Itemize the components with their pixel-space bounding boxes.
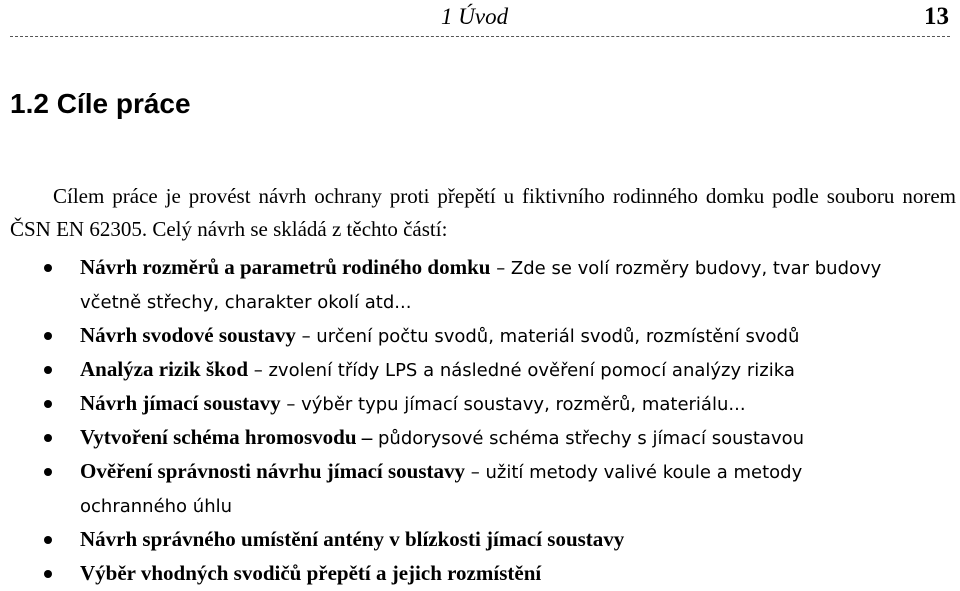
item-description: – určení počtu svodů, materiál svodů, rozmístění svodů	[295, 326, 800, 347]
item-title: Výběr vhodných svodičů přepětí a jejich rozmístění	[80, 561, 542, 585]
item-description: – výběr typu jímací soustavy, rozměrů, materiálu...	[280, 394, 746, 415]
list-item	[0, 353, 960, 387]
item-title: Ověření správnosti návrhu jímací soustavy	[80, 459, 466, 483]
item-description: – Zde se volí rozměry budovy, tvar budovy včetně střechy, charakter okolí atd...	[80, 258, 882, 313]
item-title: Vytvoření schéma hromosvodu –	[80, 425, 373, 449]
bullet-icon	[44, 400, 52, 408]
bullet-icon	[44, 332, 52, 340]
bullet-icon	[44, 264, 52, 272]
page-header	[0, 0, 960, 38]
item-title: Analýza rizik škod	[80, 357, 249, 381]
item-description: – užití metody valivé koule a metody ochranného úhlu	[80, 462, 803, 517]
item-title: Návrh jímací soustavy	[80, 391, 281, 415]
bullet-icon	[44, 434, 52, 442]
list-item	[0, 557, 960, 591]
bullet-icon	[44, 366, 52, 374]
bullet-icon	[44, 468, 52, 476]
list-item	[0, 455, 960, 523]
list-item	[0, 523, 960, 557]
goals-list	[0, 251, 960, 591]
bullet-icon	[44, 570, 52, 578]
intro-text: Cílem práce je provést návrh ochrany proti přepětí u fiktivního rodinného domku podle souboru norem ČSN EN 62305. Celý návrh se skládá z těchto částí:	[10, 184, 956, 241]
list-item	[0, 421, 960, 455]
list-item	[0, 387, 960, 421]
intro-paragraph	[10, 180, 956, 246]
item-description: půdorysové schéma střechy s jímací soustavou	[372, 428, 805, 449]
list-item	[0, 251, 960, 319]
item-title: Návrh svodové soustavy	[80, 323, 296, 347]
page-number: 13	[924, 3, 949, 30]
item-description: – zvolení třídy LPS a následné ověření pomocí analýzy rizika	[248, 360, 795, 381]
section-title: 1.2 Cíle práce	[10, 88, 191, 119]
bullet-icon	[44, 536, 52, 544]
item-title: Návrh správného umístění antény v blízkosti jímací soustavy	[80, 527, 625, 551]
item-title: Návrh rozměrů a parametrů rodiného domku	[80, 255, 491, 279]
header-rule	[10, 36, 950, 37]
list-item	[0, 319, 960, 353]
chapter-title: 1 Úvod	[441, 4, 509, 29]
